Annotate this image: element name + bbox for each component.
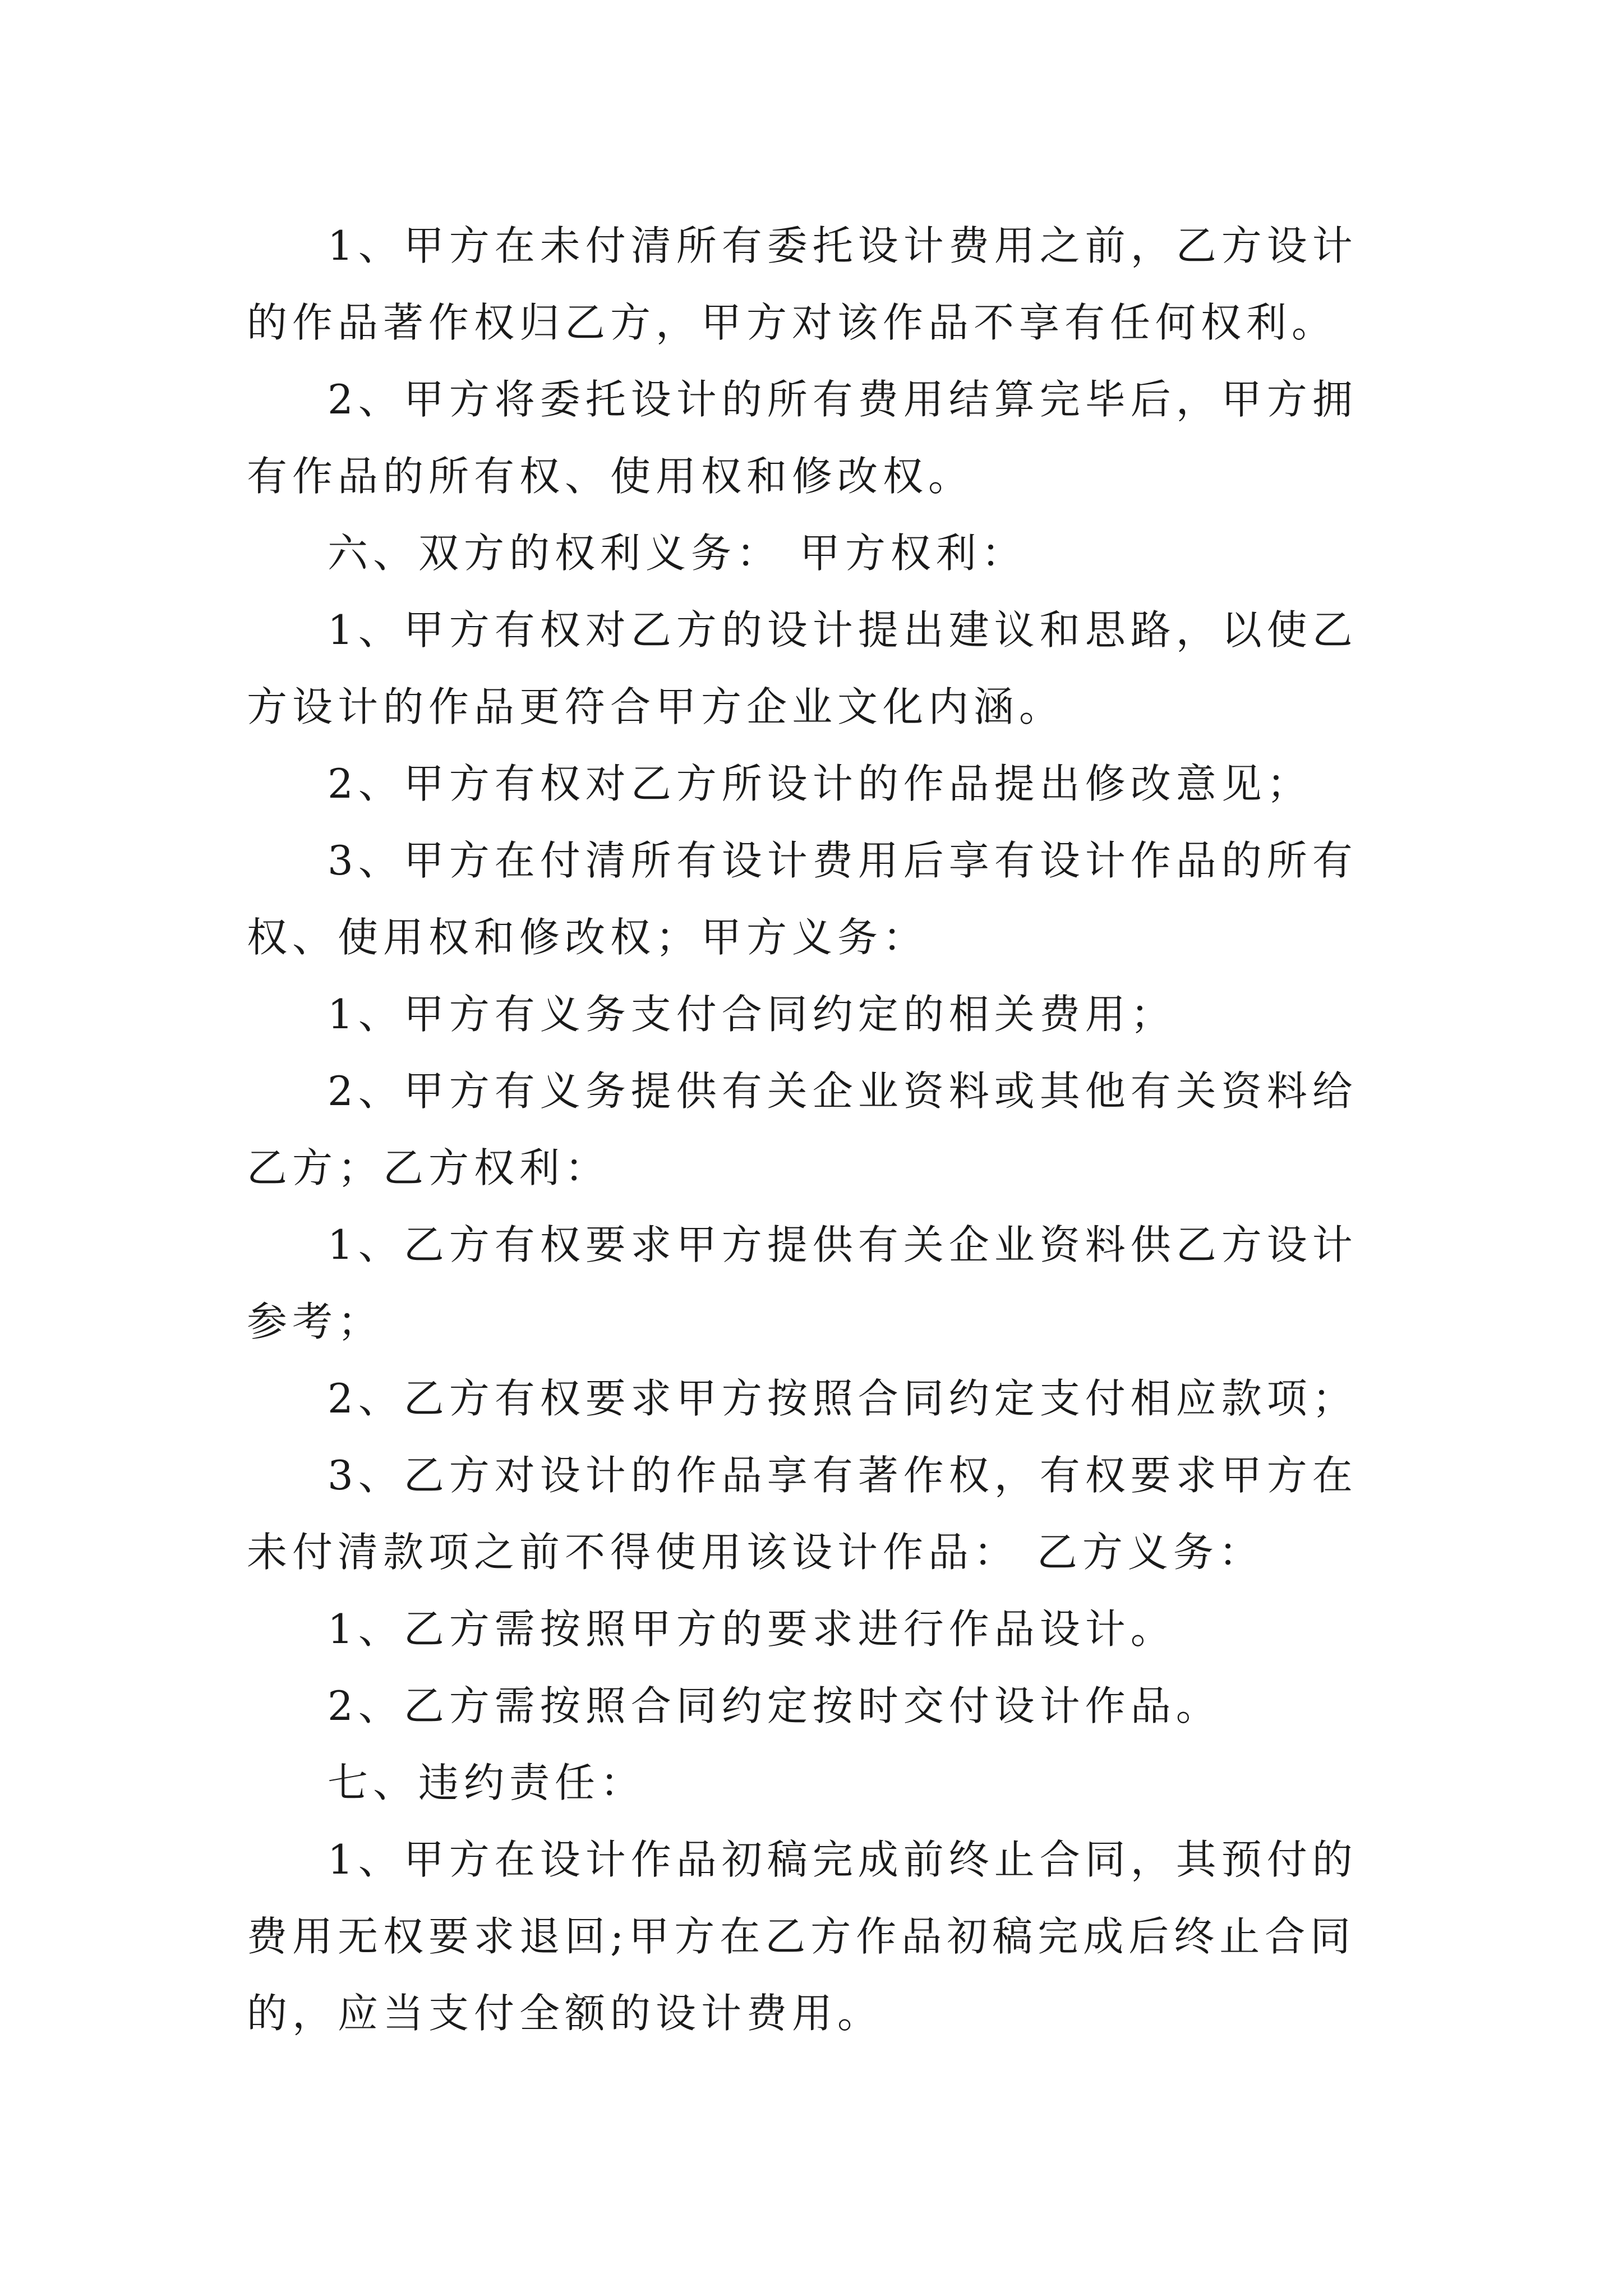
paragraph-11: 3、乙方对设计的作品享有著作权，有权要求甲方在未付清款项之前不得使用该设计作品： 乙方义务： (247, 1452, 1358, 1576)
paragraph-10: 2、乙方有权要求甲方按照合同约定支付相应款项； (328, 1375, 1358, 1422)
paragraph-7: 1、甲方有义务支付合同约定的相关费用； (328, 991, 1176, 1038)
paragraph-2: 2、甲方将委托设计的所有费用结算完毕后，甲方拥有作品的所有权、使用权和修改权。 (247, 376, 1358, 500)
paragraph-15: 1、甲方在设计作品初稿完成前终止合同，其预付的费用无权要求退回;甲方在乙方作品初稿完成后终止合同的，应当支付全额的设计费用。 (247, 1836, 1358, 2037)
section-heading-rights: 六、双方的权利义务： 甲方权利： (328, 530, 1027, 577)
paragraph-6: 3、甲方在付清所有设计费用后享有设计作品的所有权、使用权和修改权；甲方义务： (247, 837, 1358, 961)
paragraph-4: 1、甲方有权对乙方的设计提出建议和思路，以使乙方设计的作品更符合甲方企业文化内涵。 (247, 606, 1358, 730)
section-heading-liability: 七、违约责任： (328, 1759, 646, 1806)
document-body (247, 208, 1391, 2052)
paragraph-13: 2、乙方需按照合同约定按时交付设计作品。 (328, 1682, 1221, 1729)
paragraph-1: 1、甲方在未付清所有委托设计费用之前，乙方设计的作品著作权归乙方，甲方对该作品不享有任何权利。 (247, 222, 1358, 346)
paragraph-12: 1、乙方需按照甲方的要求进行作品设计。 (328, 1605, 1176, 1653)
paragraph-9: 1、乙方有权要求甲方提供有关企业资料供乙方设计参考； (247, 1221, 1358, 1345)
paragraph-5: 2、甲方有权对乙方所设计的作品提出修改意见； (328, 760, 1312, 807)
paragraph-8: 2、甲方有义务提供有关企业资料或其他有关资料给乙方；乙方权利： (247, 1068, 1358, 1191)
